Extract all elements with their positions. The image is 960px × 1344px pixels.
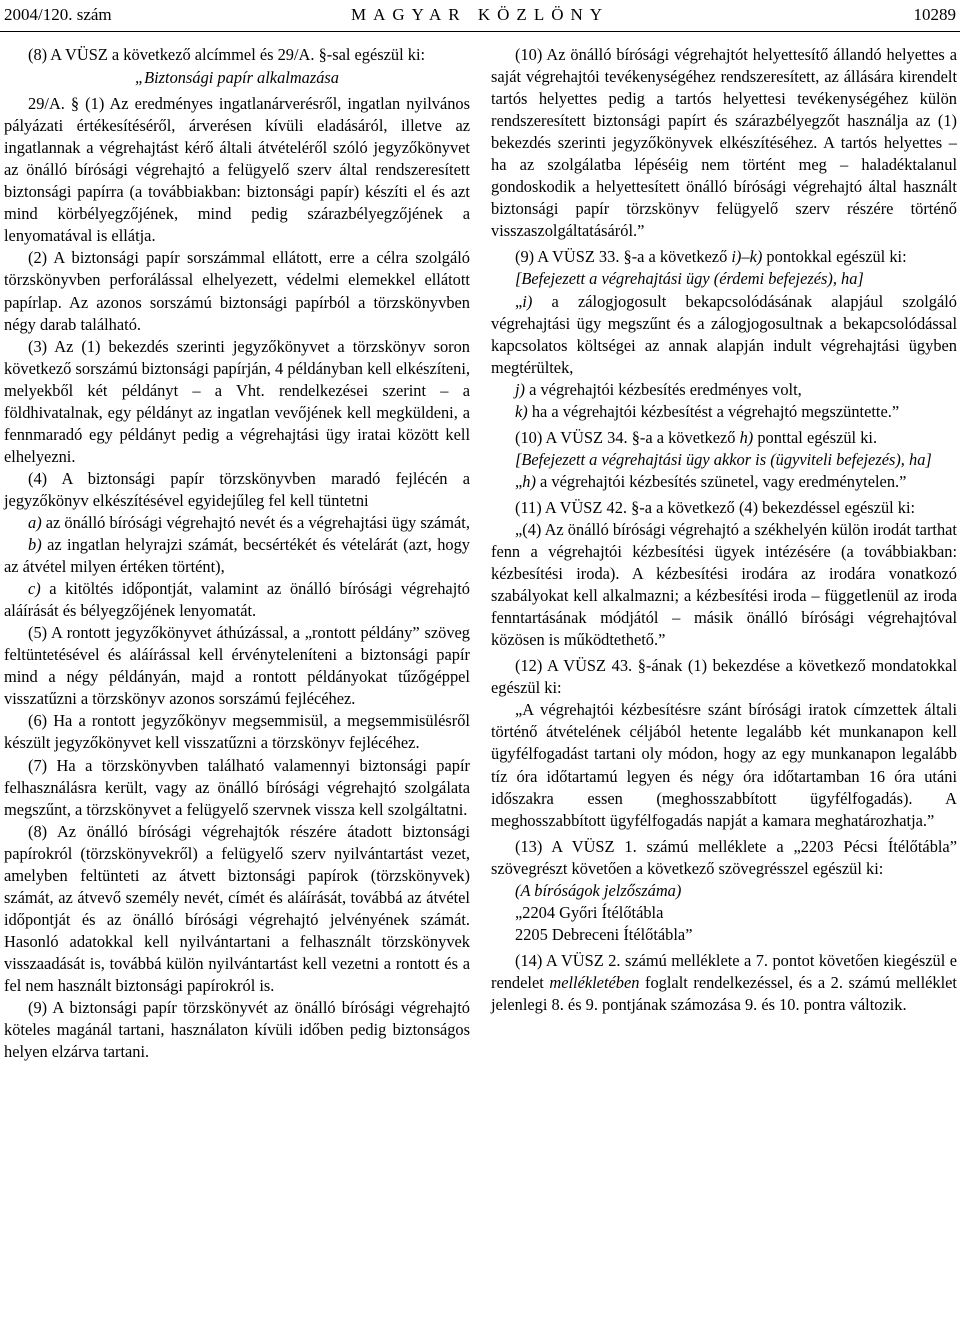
issue-number: 2004/120. szám bbox=[4, 5, 112, 24]
paragraph-43-1: „A végrehajtói kézbesítésre szánt bírósági iratok címzettek általi történő átvételének céljából hetente legalább két munkanapon kell ügyfélfogadást tartani oly módon, hogy az egy munkanapon legalább tíz óra időtartamú legyen és négy óra időtartamban 16 óra utáni időszakra essen (meghosszabbított ügyfélfogadás). A meghosszabbított ügyfélfogadás napját a kamara meghatározhatja.” bbox=[491, 700, 957, 830]
paragraph-29a-8: (8) Az önálló bírósági végrehajtók részére átadott biztonsági papírokról (törzskönyvekről) a felügyelő szerv nyilvántartást vezet, amelyben feltünteti az átvett biztonsági papírok (törzskönyvek) számát, az átvevő személy nevét, címét és aláírását, továbbá az átvétel időpontját és az önálló bírósági végrehajtó jelvényének számát. Hasonló adatokkal kell nyilvántartani a felhasznált törzskönyvek visszaadását is, továbbá külön nyilvántartást kell vezetni a rontott és a fel nem használt biztonsági papírokról is. bbox=[4, 821, 470, 995]
amendment-10: (10) A VÜSZ 34. §-a a következő h) ponttal egészül ki. bbox=[515, 427, 878, 447]
journal-title: MAGYAR KÖZLÖNY bbox=[350, 5, 610, 24]
page-number: 10289 bbox=[913, 5, 956, 24]
item-text: a kitöltés időpontját, valamint az önálló bírósági végrehajtó aláírását és bélyegzőjének lenyomatát. bbox=[4, 579, 470, 621]
bracket-heading-33: [Befejezett a végrehajtási ügy (érdemi befejezés), ha] bbox=[515, 269, 864, 289]
bracket-heading-34: [Befejezett a végrehajtási ügy akkor is (ügyviteli befejezés), ha] bbox=[515, 449, 932, 469]
paragraph-29a-10: (10) Az önálló bírósági végrehajtót helyettesítő állandó helyettes a saját végrehajtói tevékenységéhez rendszeresített, az állására kirendelt tartós helyettes pedig a tartós helyettesi tevékenységéhez külön rendszeresített biztonsági papírt és szárazbélyegzőt használja az (1) bekezdés szerinti jegyzőkönyvek elkészítéséhez. A tartós helyettes – ha az szolgálatba lépéséig nem történt meg – haladéktalanul gondoskodik a helyettesített önálló bírósági végrehajtó által használt biztonsági papír törzskönyv felügyelő szerv részére történő visszaszolgáltatásáról.” bbox=[491, 45, 957, 241]
item-text: az ingatlan helyrajzi számát, becsértékét és vételárát (azt, hogy az átvétel milyen értéken történt), bbox=[4, 535, 470, 577]
paragraph-intro: (8) A VÜSZ a következő alcímmel és 29/A. §-sal egészül ki: bbox=[28, 45, 426, 64]
subtitle: „Biztonsági papír alkalmazása bbox=[135, 68, 339, 88]
amendment-11: (11) A VÜSZ 42. §-a a következő (4) bekezdéssel egészül ki: bbox=[515, 497, 916, 517]
paragraph-29a-7: (7) Ha a törzskönyvben található valamennyi biztonsági papír felhasználásra került, vagy az önálló bírósági végrehajtó szolgálata megszűnt, a törzskönyvet a felügyelő szervnek vissza kell szolgáltatni. bbox=[4, 755, 470, 819]
left-column bbox=[4, 44, 470, 1063]
header-rule bbox=[0, 31, 960, 32]
right-column bbox=[491, 44, 957, 1016]
bracket-heading-annex: (A bíróságok jelzőszáma) bbox=[515, 880, 682, 900]
point-k: k) ha a végrehajtói kézbesítést a végrehajtó megszüntette.” bbox=[515, 401, 900, 421]
amendment-14: (14) A VÜSZ 2. számú melléklete a 7. pontot követően kiegészül e rendelet mellékletében foglalt rendelkezéssel, és a 2. számú melléklet jelenlegi 8. és 9. pontjának számozása 9. és 10. pontra változik. bbox=[491, 950, 957, 1014]
point-h: „h) a végrehajtói kézbesítés szünetel, vagy eredménytelen.” bbox=[515, 471, 907, 491]
paragraph-29a-4: (4) A biztonsági papír törzskönyvben maradó fejlécén a jegyzőkönyv elkészítésével egyidejűleg fel kell tüntetni bbox=[4, 468, 470, 510]
list-item-b bbox=[4, 534, 470, 578]
point-i: „i) a zálogjogosult bekapcsolódásának alapjául szolgáló végrehajtási ügy megszűnt és a zálogjogosultnak a bekapcsolódással kapcsolatos költségei az annak alapján indult végrehajtási ügyben megtérültek, bbox=[491, 291, 957, 377]
annex-line-2204: „2204 Győri Ítélőtábla bbox=[515, 902, 664, 922]
paragraph-29a-1: 29/A. § (1) Az eredményes ingatlanárverésről, ingatlan nyilvános pályázati értékesítéséről, árverésen kívüli eladásáról, illetve az ingatlannak a végrehajtást kérő általi átvételéről szóló jegyzőkönyvet az önálló bírósági végrehajtó a felügyelő szerv által rendszeresített biztonsági papírra (a továbbiakban: biztonsági papír) készíti el és azt mind körbélyegzőjének, mind pedig szárazbélyegzőjének a lenyomatával is ellátja. bbox=[4, 94, 470, 246]
item-letter: c) bbox=[28, 579, 41, 599]
annex-line-2205: 2205 Debreceni Ítélőtábla” bbox=[515, 924, 693, 944]
list-item-a bbox=[4, 512, 470, 534]
item-letter: a) bbox=[28, 512, 42, 532]
paragraph-29a-2: (2) A biztonsági papír sorszámmal ellátott, erre a célra szolgáló törzskönyvben perforálással elhelyezett, védelmi elemekkel ellátott papírlap. Az azonos sorszámú biztonsági papírból a törzskönyvben négy darab található. bbox=[4, 248, 470, 334]
paragraph-29a-9: (9) A biztonsági papír törzskönyvét az önálló bírósági végrehajtó köteles magánál tartani, használaton kívüli időben pedig biztonságos helyen elzárva tartani. bbox=[4, 998, 470, 1062]
item-letter: b) bbox=[28, 535, 42, 555]
paragraph-42-4: „(4) Az önálló bírósági végrehajtó a székhelyén külön irodát tarthat fenn a végrehajtói kézbesítési ügyek intézésére (a továbbiakban: kézbesítési iroda). A kézbesítési irodára az irodára vonatkozó szabályokat kell alkalmazni; a kézbesítési iroda – függetlenül az iroda fenntartásának módjától – másik önálló bírósági végrehajtóval közösen is működtethető.” bbox=[491, 519, 957, 650]
point-j: j) a végrehajtói kézbesítés eredményes volt, bbox=[515, 379, 802, 399]
paragraph-29a-3: (3) Az (1) bekezdés szerinti jegyzőkönyvet a törzskönyv soron következő sorszámú biztonsági papírján, 4 példányban kell elkészíteni, melyekből két példányt – a Vht. rendelkezései szerint – a földhivatalnak, egy példányt az ingatlan vevőjének kell megküldeni, a fennmaradó egy példányt pedig a végrehajtási ügy iratai között kell elhelyezni. bbox=[4, 336, 470, 466]
amendment-9: (9) A VÜSZ 33. §-a a következő i)–k) pontokkal egészül ki: bbox=[515, 247, 907, 267]
paragraph-29a-6: (6) Ha a rontott jegyzőkönyv megsemmisül, a megsemmisülésről készült jegyzőkönyvet kell visszatűzni a törzskönyv fejlécéhez. bbox=[4, 711, 470, 753]
page-header bbox=[0, 0, 960, 34]
amendment-12: (12) A VÜSZ 43. §-ának (1) bekezdése a következő mondatokkal egészül ki: bbox=[491, 656, 957, 698]
amendment-13: (13) A VÜSZ 1. számú melléklete a „2203 Pécsi Ítélőtábla” szövegrészt követően a következő szövegrésszel egészül ki: bbox=[491, 836, 957, 878]
paragraph-29a-5: (5) A rontott jegyzőkönyvet áthúzással, a „rontott példány” szöveg feltüntetésével és aláírással kell érvényteleníteni a biztonsági papír mind a négy példányán, majd a rontott példányokat tűzőgéppel visszatűzni a törzskönyv azonos sorszámú fejlécéhez. bbox=[4, 623, 470, 709]
list-item-c bbox=[4, 578, 470, 622]
item-text: az önálló bírósági végrehajtó nevét és a végrehajtási ügy számát, bbox=[41, 512, 470, 532]
